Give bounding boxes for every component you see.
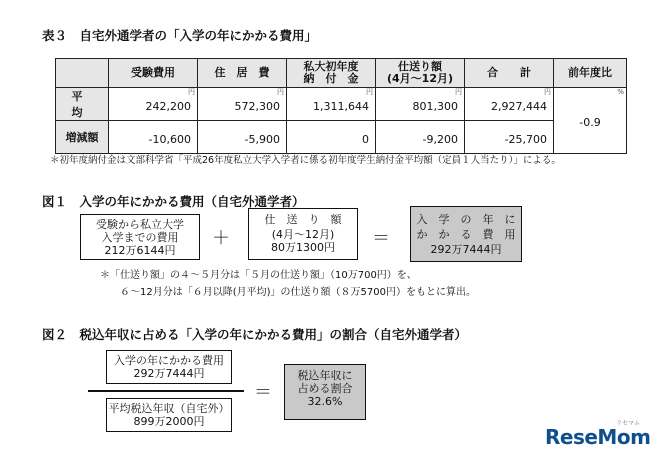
fig1-note [100,267,476,301]
ratio-result-box [284,364,366,420]
box-value: 32.6% [307,395,343,408]
corner-cell [56,59,109,88]
resemom-logo: ReseMom [545,425,651,449]
cell-yoy [554,88,627,154]
box-line: 受験から私立大学 [96,218,184,231]
table-row [56,121,627,154]
cell-change-exam: -10,600 [109,121,198,154]
cell-change-first-year: 0 [287,121,376,154]
fig2-title: 図２ 税込年収に占める「入学の年にかかる費用」の割合（自宅外通学者） [42,327,468,342]
header-housing: 住 居 費 [198,59,287,88]
header-first-year-fee [287,59,376,88]
value: 2,927,444 [491,99,547,113]
table3-title: 表３ 自宅外通学者の「入学の年にかかる費用」 [42,28,318,43]
value: 801,300 [412,99,458,113]
exam-to-entry-cost-box [80,214,200,260]
box-value: 292万7444円 [133,367,205,380]
header-total: 合 計 [465,59,554,88]
box-value: 212万6144円 [104,244,176,257]
row-label-average: 平 均 [56,88,109,121]
unit-yen: 円 [544,88,551,96]
box-line: か か る 費 用 [416,228,516,241]
note-line: ＊「仕送り額」の４〜５月分は「５月の仕送り額」（10万700円）を、 [100,270,417,281]
cell-average-exam [109,88,198,121]
note-line: ６〜12月分は「６月以降(月平均)」の仕送り額（８万5700円）をもとに算出。 [120,287,476,298]
box-line: 税込年収に [297,369,353,382]
table-header-row [56,59,627,88]
table-row [56,88,627,121]
unit-percent: % [617,88,624,96]
unit-yen: 円 [366,88,373,96]
header-allowance-line2: (4月〜12月) [386,72,454,85]
fig1-title: 図１ 入学の年にかかる費用（自宅外通学者） [42,194,305,209]
first-year-total-box [410,206,522,262]
cell-change-allowance: -9,200 [376,121,465,154]
box-value: 80万1300円 [271,241,335,254]
equals-sign: ＝ [372,228,390,249]
header-yoy: 前年度比 [554,59,627,88]
cell-average-total [465,88,554,121]
unit-yen: 円 [188,88,195,96]
equals-sign: ＝ [254,382,272,403]
cost-table [55,58,627,154]
numerator-box [106,350,232,384]
cell-change-total: -25,700 [465,121,554,154]
resemom-logo-sub: リセマム [616,420,640,427]
value: -0.9 [579,116,601,129]
cell-average-first-year [287,88,376,121]
box-line: 入学の年にかかる費用 [114,354,224,367]
value: 1,311,644 [313,99,369,113]
row-label-change: 増減額 [56,121,109,154]
header-exam-fee: 受験費用 [109,59,198,88]
allowance-box [248,208,358,260]
header-allowance [376,59,465,88]
cell-change-housing: -5,900 [198,121,287,154]
box-line: 入学までの費用 [101,231,179,244]
value: 242,200 [145,99,191,113]
header-allowance-line1: 仕送り額 [398,60,442,73]
value: 572,300 [234,99,280,113]
box-line: 仕 送 り 額 [264,213,342,226]
box-line: (4月〜12月) [271,228,335,241]
box-line: 占める割合 [297,382,353,395]
header-first-year-line1: 私大初年度 [303,60,359,73]
cell-average-housing [198,88,287,121]
unit-yen: 円 [455,88,462,96]
header-first-year-line2: 納 付 金 [303,72,359,85]
box-line: 平均税込年収（自宅外） [108,402,230,415]
box-value: 899万2000円 [133,415,205,428]
box-value: 292万7444円 [430,243,502,256]
unit-yen: 円 [277,88,284,96]
fraction-line [88,390,244,392]
plus-sign: ＋ [212,228,230,249]
cell-average-allowance [376,88,465,121]
table3-note: ＊初年度納付金は文部科学省「平成26年度私立大学入学者に係る初年度学生納付金平均額（定員１人当たり）」による。 [50,155,561,166]
denominator-box [106,398,232,432]
box-line: 入 学 の 年 に [416,213,516,226]
